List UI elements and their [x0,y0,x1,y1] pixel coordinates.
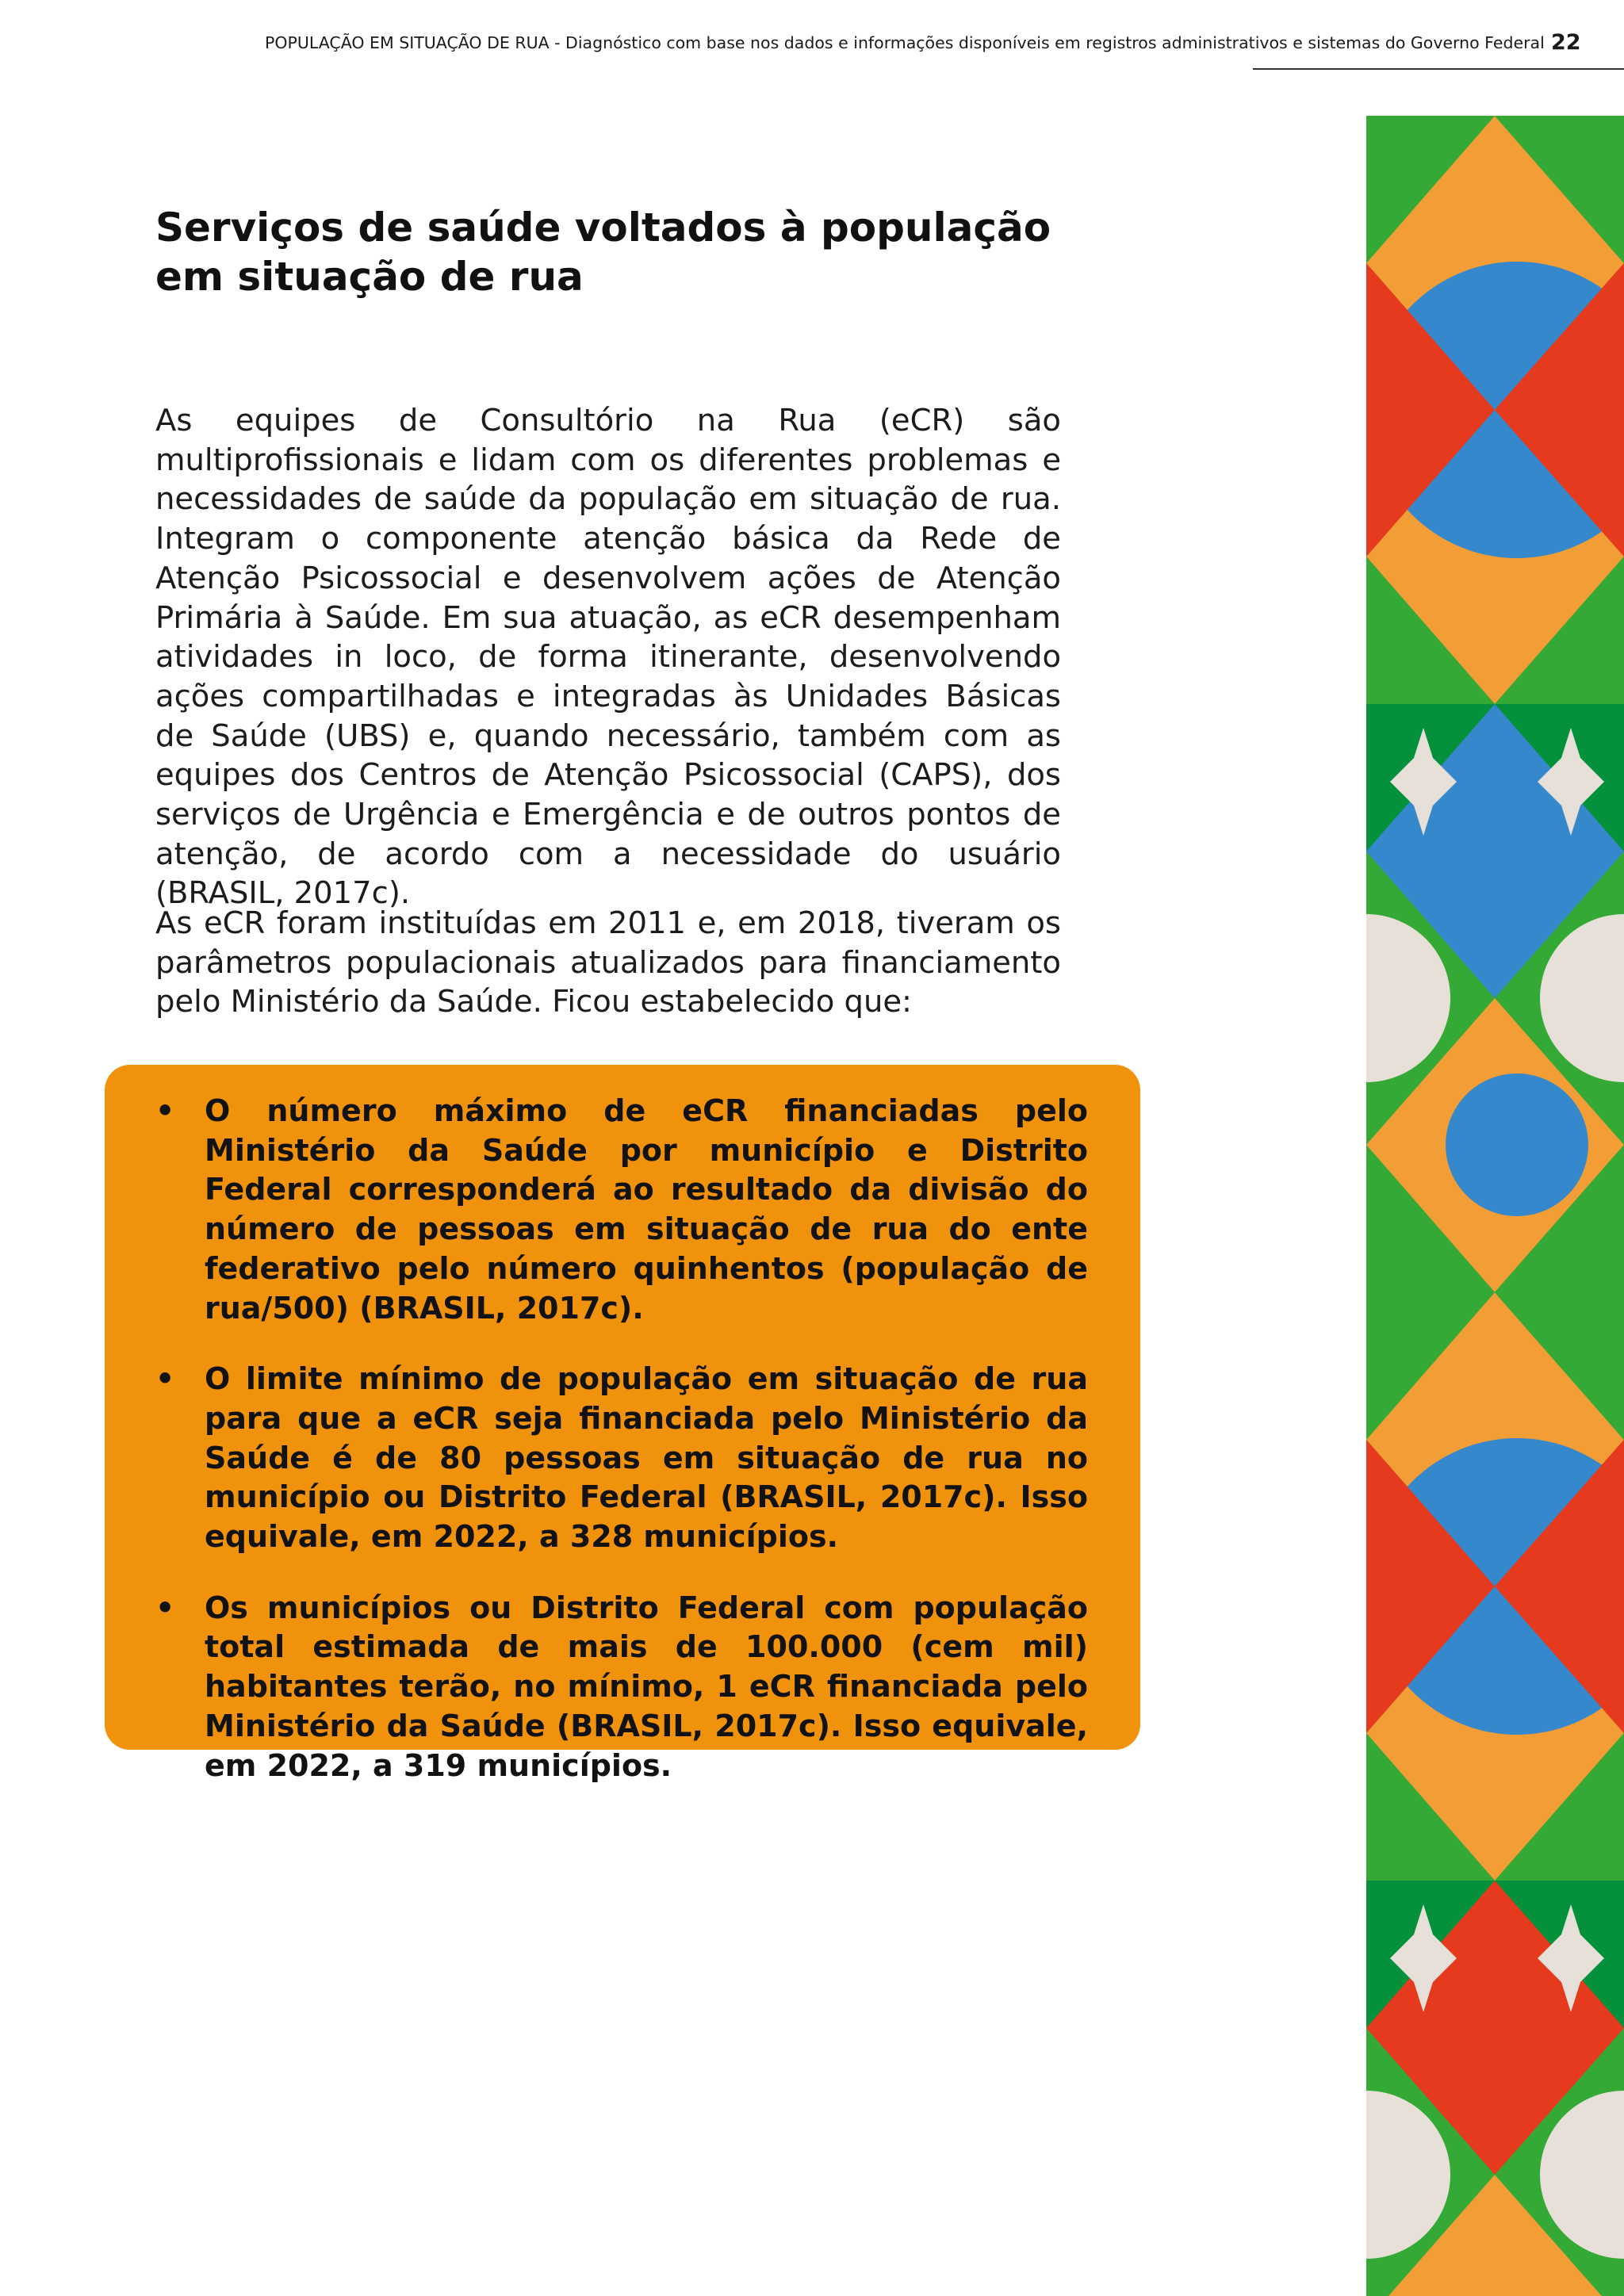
list-item [155,1360,1088,1557]
bullet-icon: • [155,1361,175,1397]
list-item [155,1092,1088,1328]
running-header: POPULAÇÃO EM SITUAÇÃO DE RUA - Diagnóstico com base nos dados e informações disponíveis em registros administrativos e sistemas do Governo Federal [265,33,1545,52]
bullet-icon: • [155,1590,175,1625]
header-divider [1253,68,1624,70]
section-title-line-1: Serviços de saúde voltados à população [155,205,1051,251]
section-title [155,203,1067,301]
page-number: 22 [1551,30,1581,55]
paragraph-ecr-parametros: As eCR foram instituídas em 2011 e, em 2018, tiveram os parâmetros populacionais atualizados para financiamento pelo Ministério da Saúde. Ficou estabelecido que: [155,905,1061,1020]
section-title-line-2: em situação de rua [155,254,584,300]
bullet-icon: • [155,1093,175,1128]
list-item-text: Os municípios ou Distrito Federal com população total estimada de mais de 100.000 (cem mil) habitantes terão, no mínimo, 1 eCR financiada pelo Ministério da Saúde (BRASIL, 2017c). Isso equivale, em 2022, a 319 municípios. [205,1590,1088,1783]
decorative-pattern-strip [1366,116,1624,2296]
list-item [155,1589,1088,1786]
criteria-list [155,1092,1088,1817]
highlight-callout-box [105,1065,1140,1783]
diamond-pattern-icon [1366,116,1624,2296]
list-item-text: O limite mínimo de população em situação de rua para que a eCR seja financiada pelo Ministério da Saúde é de 80 pessoas em situação de rua no município ou Distrito Federal (BRASIL, 2017c). Isso equivale, em 2022, a 328 municípios. [205,1361,1088,1555]
list-item-text: O número máximo de eCR financiadas pelo Ministério da Saúde por município e Distrito Federal corresponderá ao resultado da divisão do número de pessoas em situação de rua do ente federativo pelo número quinhentos (população de rua/500) (BRASIL, 2017c). [205,1093,1088,1326]
paragraph-consultorio-na-rua: As equipes de Consultório na Rua (eCR) são multiprofissionais e lidam com os diferentes problemas e necessidades de saúde da população em situação de rua. Integram o componente atenção básica da Rede de Atenção Psicossocial e desenvolvem ações de Atenção Primária à Saúde. Em sua atuação, as eCR desempenham atividades in loco, de forma itinerante, desenvolvendo ações compartilhadas e integradas às Unidades Básicas de Saúde (UBS) e, quando necessário, também com as equipes dos Centros de Atenção Psicossocial (CAPS), dos serviços de Urgência e Emergência e de outros pontos de atenção, de acordo com a necessidade do usuário (BRASIL, 2017c). [155,403,1061,912]
